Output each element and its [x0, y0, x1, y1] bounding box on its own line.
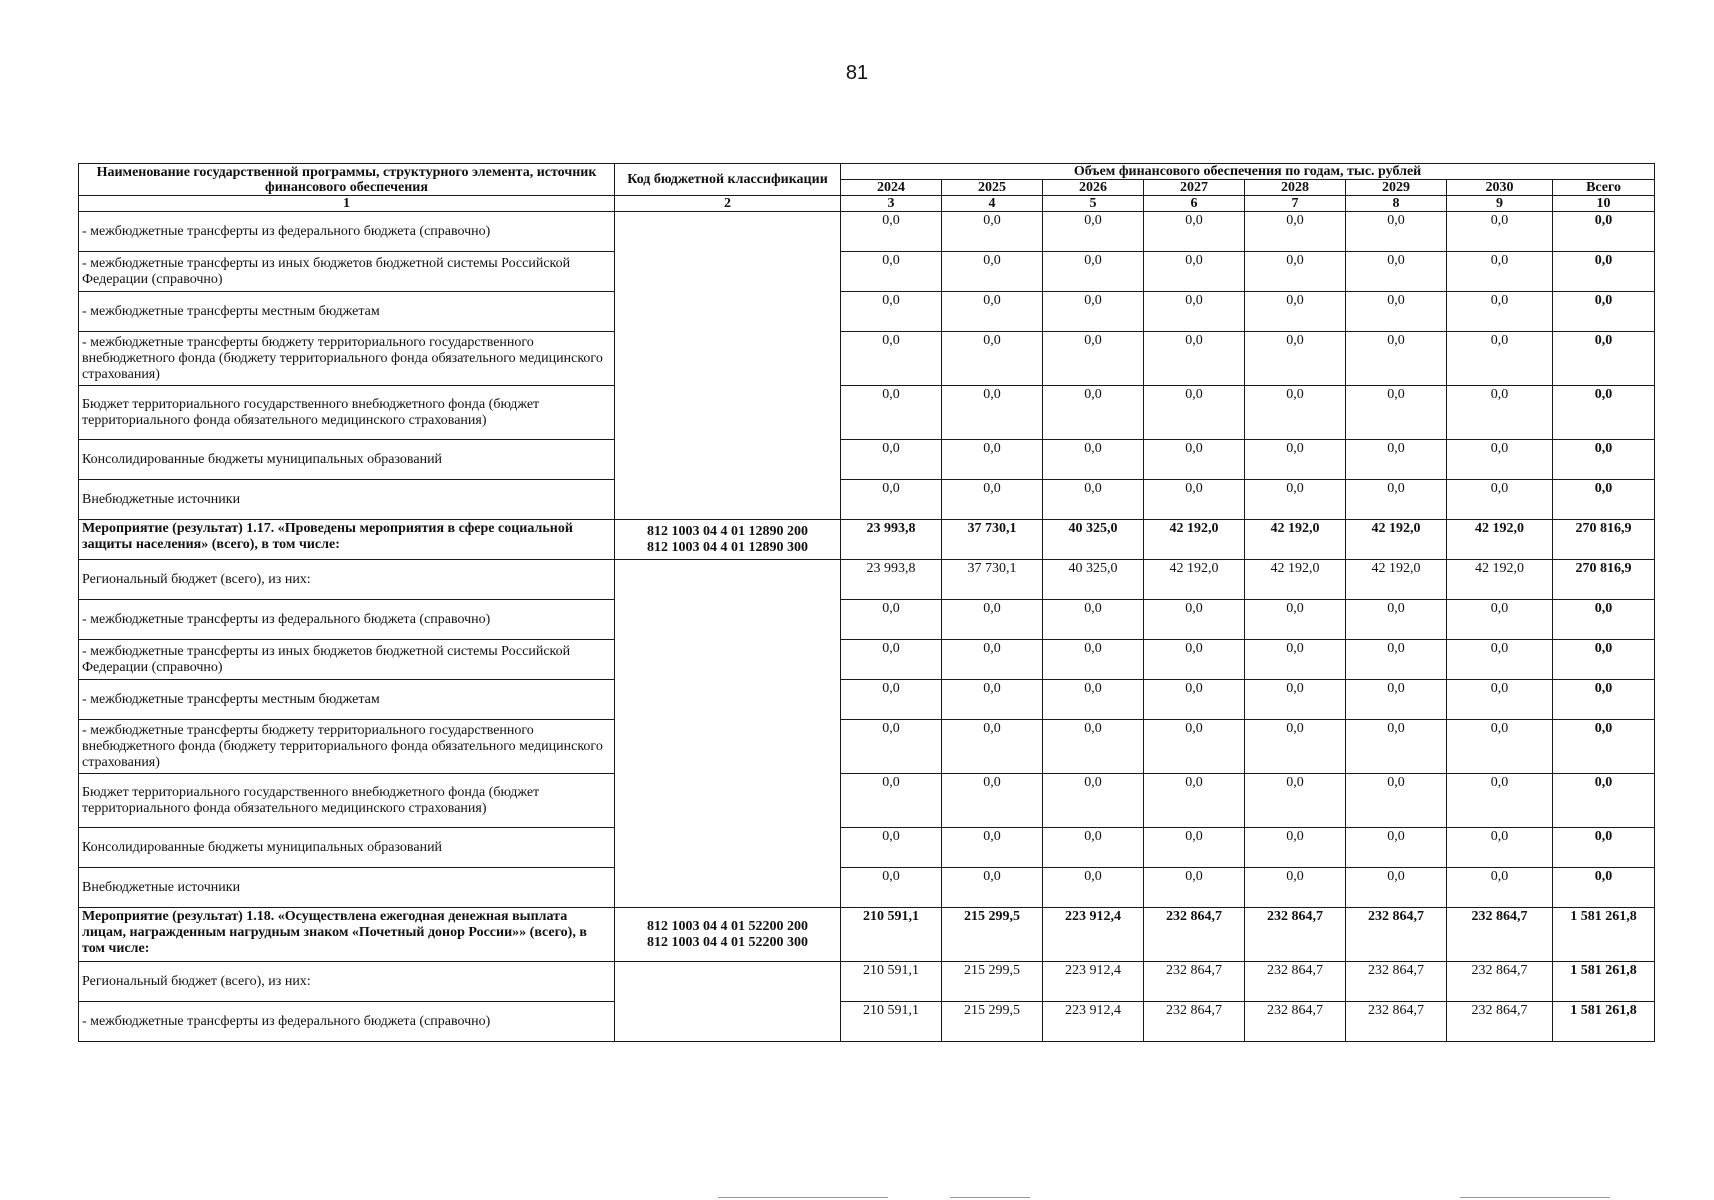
value-year: 0,0 [1447, 640, 1553, 680]
value-year: 0,0 [1144, 640, 1245, 680]
value-year: 0,0 [1043, 774, 1144, 828]
row-name: - межбюджетные трансферты из иных бюджетов бюджетной системы Российской Федерации (справочно) [79, 640, 615, 680]
value-year: 42 192,0 [1447, 560, 1553, 600]
value-year: 0,0 [1245, 640, 1346, 680]
value-year: 42 192,0 [1144, 520, 1245, 560]
table-row [79, 640, 1655, 680]
value-year: 232 864,7 [1346, 962, 1447, 1002]
value-total: 0,0 [1553, 868, 1655, 908]
table-row [79, 868, 1655, 908]
table-row [79, 520, 1655, 560]
header-column-number: 3 [841, 196, 942, 212]
table-row [79, 332, 1655, 386]
header-column-number: 2 [615, 196, 841, 212]
value-year: 0,0 [942, 212, 1043, 252]
value-year: 0,0 [1144, 252, 1245, 292]
value-year: 232 864,7 [1447, 962, 1553, 1002]
value-year: 0,0 [1245, 440, 1346, 480]
value-year: 0,0 [1043, 480, 1144, 520]
table-row [79, 1002, 1655, 1042]
table-row [79, 962, 1655, 1002]
value-year: 0,0 [841, 720, 942, 774]
value-year: 0,0 [942, 386, 1043, 440]
value-year: 0,0 [1346, 774, 1447, 828]
header-column-number: 4 [942, 196, 1043, 212]
value-year: 0,0 [1346, 480, 1447, 520]
value-year: 0,0 [1245, 252, 1346, 292]
scan-artifact-line [950, 1197, 1030, 1198]
value-total: 1 581 261,8 [1553, 962, 1655, 1002]
value-year: 0,0 [1245, 680, 1346, 720]
value-year: 0,0 [1346, 386, 1447, 440]
value-total: 0,0 [1553, 828, 1655, 868]
value-year: 0,0 [1346, 720, 1447, 774]
value-year: 0,0 [1144, 680, 1245, 720]
header-name: Наименование государственной программы, структурного элемента, источник финансового обеспечения [79, 164, 615, 196]
header-year: Всего [1553, 180, 1655, 196]
value-year: 210 591,1 [841, 1002, 942, 1042]
value-year: 0,0 [1144, 386, 1245, 440]
table-row [79, 386, 1655, 440]
row-name: - межбюджетные трансферты бюджету территориального государственного внебюджетного фонда (бюджету территориального фонда обязательного медицинского страхования) [79, 720, 615, 774]
value-year: 232 864,7 [1245, 962, 1346, 1002]
value-year: 232 864,7 [1346, 1002, 1447, 1042]
value-year: 0,0 [942, 720, 1043, 774]
value-total: 0,0 [1553, 640, 1655, 680]
value-year: 0,0 [1245, 720, 1346, 774]
table-row [79, 212, 1655, 252]
value-year: 0,0 [1447, 386, 1553, 440]
value-year: 0,0 [942, 252, 1043, 292]
value-year: 0,0 [942, 480, 1043, 520]
value-year: 0,0 [942, 440, 1043, 480]
value-year: 37 730,1 [942, 520, 1043, 560]
value-year: 215 299,5 [942, 1002, 1043, 1042]
value-year: 0,0 [841, 252, 942, 292]
scan-artifact-line [718, 1197, 888, 1198]
value-year: 0,0 [1245, 212, 1346, 252]
value-total: 270 816,9 [1553, 560, 1655, 600]
value-year: 0,0 [1144, 774, 1245, 828]
value-year: 0,0 [1144, 212, 1245, 252]
table-row [79, 680, 1655, 720]
value-year: 0,0 [1043, 332, 1144, 386]
value-total: 0,0 [1553, 600, 1655, 640]
page-number: 81 [845, 62, 869, 84]
value-year: 0,0 [1447, 212, 1553, 252]
header-year: 2030 [1447, 180, 1553, 196]
row-name: Мероприятие (результат) 1.17. «Проведены мероприятия в сфере социальной защиты населения» (всего), в том числе: [79, 520, 615, 560]
row-name: Мероприятие (результат) 1.18. «Осуществлена ежегодная денежная выплата лицам, награжденным нагрудным знаком «Почетный донор России»» (всего), в том числе: [79, 908, 615, 962]
value-year: 215 299,5 [942, 962, 1043, 1002]
value-year: 0,0 [1144, 600, 1245, 640]
value-year: 0,0 [1447, 252, 1553, 292]
value-year: 0,0 [841, 332, 942, 386]
value-total: 0,0 [1553, 386, 1655, 440]
value-year: 0,0 [1144, 440, 1245, 480]
row-name: Региональный бюджет (всего), из них: [79, 560, 615, 600]
header-column-number: 8 [1346, 196, 1447, 212]
value-year: 0,0 [841, 774, 942, 828]
value-year: 232 864,7 [1447, 908, 1553, 962]
value-year: 42 192,0 [1144, 560, 1245, 600]
row-name: - межбюджетные трансферты бюджету территориального государственного внебюджетного фонда (бюджету территориального фонда обязательного медицинского страхования) [79, 332, 615, 386]
header-year: 2025 [942, 180, 1043, 196]
header-year: 2026 [1043, 180, 1144, 196]
value-year: 0,0 [1245, 480, 1346, 520]
value-year: 0,0 [1346, 440, 1447, 480]
header-column-number: 10 [1553, 196, 1655, 212]
row-name: Внебюджетные источники [79, 868, 615, 908]
value-year: 40 325,0 [1043, 520, 1144, 560]
budget-code [615, 212, 841, 520]
header-column-number: 6 [1144, 196, 1245, 212]
value-year: 223 912,4 [1043, 962, 1144, 1002]
row-name: Консолидированные бюджеты муниципальных образований [79, 828, 615, 868]
value-year: 23 993,8 [841, 560, 942, 600]
header-code: Код бюджетной классификации [615, 164, 841, 196]
value-year: 0,0 [1043, 212, 1144, 252]
value-year: 0,0 [942, 680, 1043, 720]
value-total: 1 581 261,8 [1553, 908, 1655, 962]
value-year: 0,0 [1447, 292, 1553, 332]
value-total: 0,0 [1553, 440, 1655, 480]
value-year: 0,0 [1346, 868, 1447, 908]
table-row [79, 774, 1655, 828]
value-year: 0,0 [1144, 292, 1245, 332]
value-year: 0,0 [1245, 386, 1346, 440]
value-year: 0,0 [1245, 292, 1346, 332]
value-year: 0,0 [1346, 252, 1447, 292]
value-year: 232 864,7 [1144, 962, 1245, 1002]
value-year: 0,0 [841, 212, 942, 252]
value-year: 23 993,8 [841, 520, 942, 560]
table-row [79, 252, 1655, 292]
value-year: 0,0 [942, 774, 1043, 828]
budget-table [78, 163, 1655, 1042]
row-name: - межбюджетные трансферты из федерального бюджета (справочно) [79, 1002, 615, 1042]
value-year: 42 192,0 [1447, 520, 1553, 560]
budget-code [615, 962, 841, 1042]
value-year: 0,0 [1447, 720, 1553, 774]
value-year: 40 325,0 [1043, 560, 1144, 600]
value-year: 0,0 [841, 680, 942, 720]
value-year: 0,0 [1346, 212, 1447, 252]
value-year: 0,0 [1346, 600, 1447, 640]
value-year: 0,0 [1043, 828, 1144, 868]
row-name: - межбюджетные трансферты из федерального бюджета (справочно) [79, 212, 615, 252]
header-year: 2027 [1144, 180, 1245, 196]
row-name: Региональный бюджет (всего), из них: [79, 962, 615, 1002]
value-year: 0,0 [1447, 440, 1553, 480]
budget-code: 812 1003 04 4 01 52200 200 812 1003 04 4 01 52200 300 [615, 908, 841, 962]
value-total: 0,0 [1553, 292, 1655, 332]
row-name: - межбюджетные трансферты местным бюджетам [79, 680, 615, 720]
value-year: 232 864,7 [1447, 1002, 1553, 1042]
value-year: 0,0 [1144, 332, 1245, 386]
value-year: 223 912,4 [1043, 1002, 1144, 1042]
table-row [79, 440, 1655, 480]
value-year: 0,0 [841, 480, 942, 520]
value-year: 0,0 [841, 386, 942, 440]
value-year: 0,0 [841, 640, 942, 680]
value-year: 0,0 [1043, 252, 1144, 292]
value-year: 0,0 [1245, 828, 1346, 868]
table-row [79, 720, 1655, 774]
header-column-number: 1 [79, 196, 615, 212]
value-year: 0,0 [942, 600, 1043, 640]
value-year: 42 192,0 [1245, 520, 1346, 560]
value-year: 0,0 [1245, 774, 1346, 828]
table-row [79, 292, 1655, 332]
value-year: 0,0 [942, 828, 1043, 868]
value-year: 0,0 [1447, 828, 1553, 868]
value-year: 0,0 [1245, 600, 1346, 640]
value-year: 0,0 [942, 640, 1043, 680]
header-column-number: 9 [1447, 196, 1553, 212]
value-year: 0,0 [1043, 720, 1144, 774]
header-volume: Объем финансового обеспечения по годам, тыс. рублей [841, 164, 1655, 180]
value-year: 0,0 [1043, 640, 1144, 680]
value-total: 0,0 [1553, 774, 1655, 828]
value-year: 215 299,5 [942, 908, 1043, 962]
row-name: - межбюджетные трансферты местным бюджетам [79, 292, 615, 332]
value-year: 0,0 [1346, 332, 1447, 386]
value-year: 0,0 [1447, 332, 1553, 386]
value-year: 0,0 [1245, 332, 1346, 386]
value-year: 0,0 [1043, 440, 1144, 480]
budget-code [615, 560, 841, 908]
value-year: 0,0 [1346, 292, 1447, 332]
row-name: Внебюджетные источники [79, 480, 615, 520]
row-name: Бюджет территориального государственного внебюджетного фонда (бюджет территориального фонда обязательного медицинского страхования) [79, 386, 615, 440]
value-year: 42 192,0 [1346, 560, 1447, 600]
header-year: 2028 [1245, 180, 1346, 196]
value-total: 0,0 [1553, 680, 1655, 720]
value-year: 0,0 [1447, 480, 1553, 520]
value-year: 42 192,0 [1346, 520, 1447, 560]
row-name: - межбюджетные трансферты из федерального бюджета (справочно) [79, 600, 615, 640]
value-year: 232 864,7 [1144, 1002, 1245, 1042]
table-row [79, 908, 1655, 962]
row-name: Консолидированные бюджеты муниципальных образований [79, 440, 615, 480]
value-year: 37 730,1 [942, 560, 1043, 600]
header-year: 2029 [1346, 180, 1447, 196]
value-total: 0,0 [1553, 212, 1655, 252]
value-year: 210 591,1 [841, 908, 942, 962]
value-year: 0,0 [1346, 828, 1447, 868]
value-total: 0,0 [1553, 332, 1655, 386]
value-year: 232 864,7 [1346, 908, 1447, 962]
value-total: 1 581 261,8 [1553, 1002, 1655, 1042]
value-year: 0,0 [942, 292, 1043, 332]
value-year: 232 864,7 [1245, 1002, 1346, 1042]
value-total: 270 816,9 [1553, 520, 1655, 560]
row-name: - межбюджетные трансферты из иных бюджетов бюджетной системы Российской Федерации (справочно) [79, 252, 615, 292]
value-year: 0,0 [1447, 774, 1553, 828]
value-year: 0,0 [841, 868, 942, 908]
value-year: 0,0 [1447, 868, 1553, 908]
value-year: 0,0 [1043, 386, 1144, 440]
value-year: 0,0 [841, 292, 942, 332]
value-year: 0,0 [942, 868, 1043, 908]
value-total: 0,0 [1553, 252, 1655, 292]
value-total: 0,0 [1553, 480, 1655, 520]
value-year: 0,0 [1144, 480, 1245, 520]
value-year: 0,0 [1346, 680, 1447, 720]
value-year: 232 864,7 [1245, 908, 1346, 962]
value-total: 0,0 [1553, 720, 1655, 774]
value-year: 0,0 [1043, 680, 1144, 720]
value-year: 0,0 [1346, 640, 1447, 680]
header-column-number: 7 [1245, 196, 1346, 212]
value-year: 0,0 [841, 600, 942, 640]
value-year: 0,0 [1447, 680, 1553, 720]
value-year: 0,0 [1144, 720, 1245, 774]
value-year: 0,0 [1043, 868, 1144, 908]
value-year: 0,0 [1245, 868, 1346, 908]
value-year: 223 912,4 [1043, 908, 1144, 962]
budget-code: 812 1003 04 4 01 12890 200 812 1003 04 4 01 12890 300 [615, 520, 841, 560]
row-name: Бюджет территориального государственного внебюджетного фонда (бюджет территориального фонда обязательного медицинского страхования) [79, 774, 615, 828]
value-year: 0,0 [1043, 600, 1144, 640]
value-year: 0,0 [1144, 828, 1245, 868]
table-row [79, 560, 1655, 600]
value-year: 0,0 [942, 332, 1043, 386]
value-year: 0,0 [841, 440, 942, 480]
value-year: 232 864,7 [1144, 908, 1245, 962]
table-row [79, 480, 1655, 520]
table-row [79, 828, 1655, 868]
value-year: 0,0 [841, 828, 942, 868]
scan-artifact-line [1460, 1197, 1610, 1198]
value-year: 210 591,1 [841, 962, 942, 1002]
header-year: 2024 [841, 180, 942, 196]
header-column-number: 5 [1043, 196, 1144, 212]
table-row [79, 600, 1655, 640]
value-year: 0,0 [1144, 868, 1245, 908]
value-year: 42 192,0 [1245, 560, 1346, 600]
value-year: 0,0 [1447, 600, 1553, 640]
value-year: 0,0 [1043, 292, 1144, 332]
